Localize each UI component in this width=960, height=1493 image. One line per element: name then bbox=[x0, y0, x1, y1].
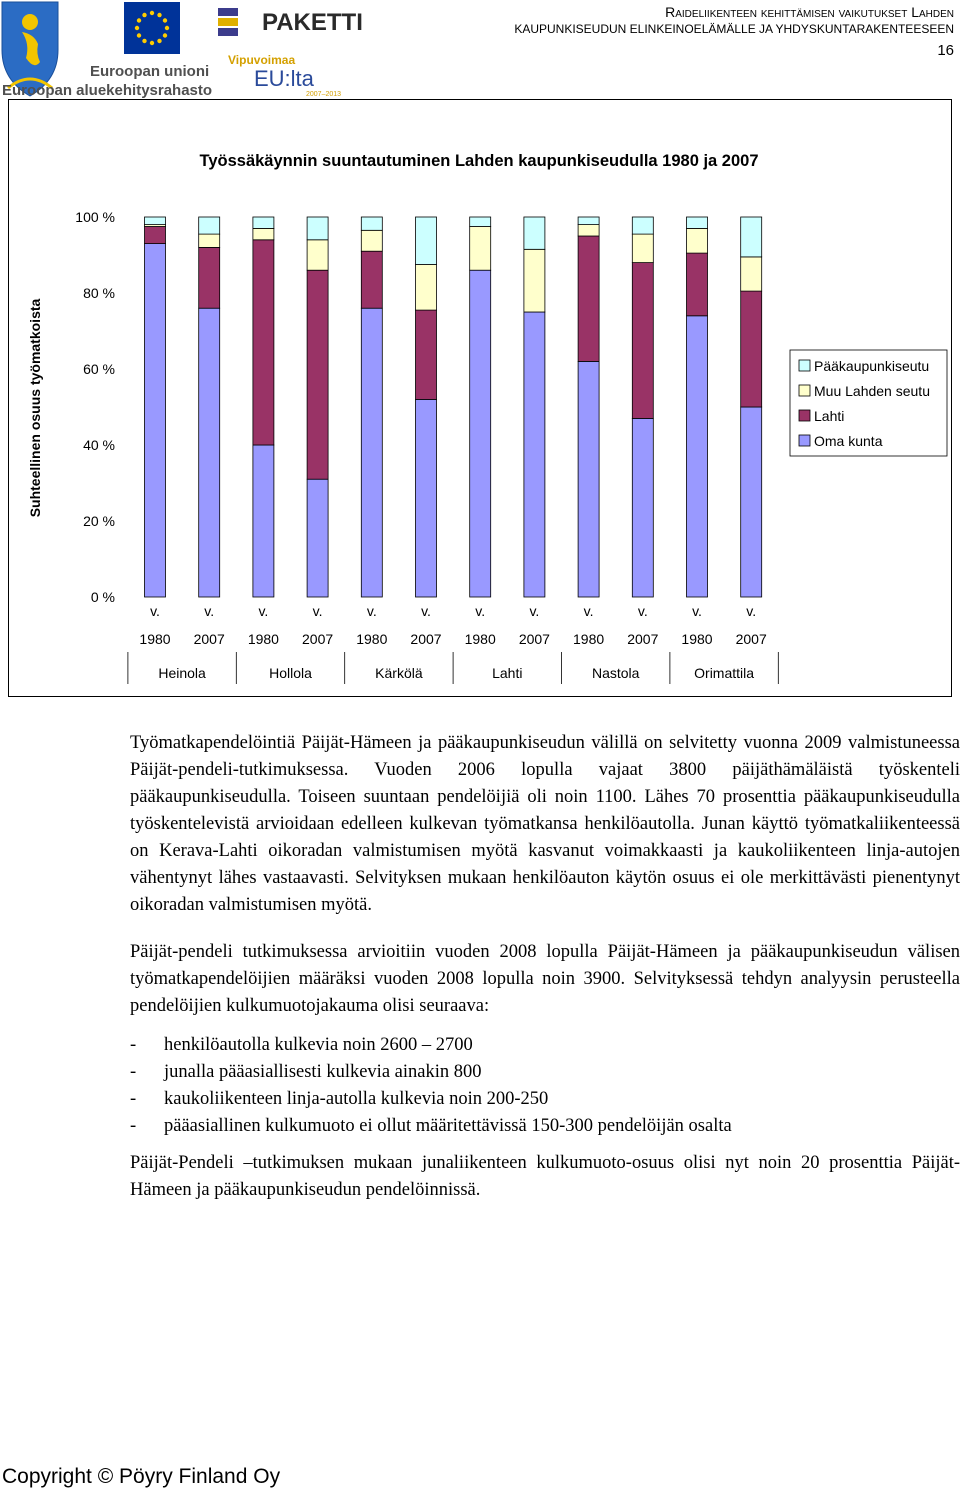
bar-segment bbox=[416, 399, 437, 597]
bar-segment bbox=[578, 236, 599, 361]
bar-segment bbox=[361, 217, 382, 230]
paragraph-2: Päijät-pendeli tutkimuksessa arvioitiin vuoden 2008 lopulla Päijät-Hämeen ja pääkaupunkiseudun välisen työmatkapendelöijien määräksi vuoden 2008 lopulla noin 3900. Selvityksessä tehdyn analyysin perusteella pendelöijien kulkumuotojakauma olisi seuraava: bbox=[130, 942, 960, 1016]
x-tick-label: 1980 bbox=[139, 631, 171, 647]
eu-star bbox=[157, 13, 161, 17]
paketti-logo-icon bbox=[218, 8, 238, 36]
x-tick-label: 1980 bbox=[573, 631, 605, 647]
eu-flag-icon bbox=[124, 2, 180, 54]
page-header bbox=[514, 4, 954, 59]
bar-segment bbox=[253, 240, 274, 445]
group-label: Hollola bbox=[269, 665, 312, 681]
eu-star bbox=[137, 18, 141, 22]
y-axis-label: Suhteellinen osuus työmatkoista bbox=[27, 298, 43, 518]
mode-share-list bbox=[130, 1032, 960, 1140]
paragraph-3: Päijät-Pendeli –tutkimuksen mukaan junaliikenteen kulkumuoto-osuus olisi nyt noin 20 prosenttia Päijät-Hämeen ja pääkaupunkiseudun pendelöinnissä. bbox=[130, 1153, 960, 1200]
y-tick-label: 80 % bbox=[83, 285, 115, 301]
bar-segment bbox=[687, 316, 708, 597]
chart-frame bbox=[8, 99, 952, 697]
bar-segment bbox=[416, 265, 437, 311]
bar-segment bbox=[470, 217, 491, 227]
list-dash: - bbox=[130, 1035, 137, 1055]
group-label: Orimattila bbox=[694, 665, 755, 681]
legend-label: Pääkaupunkiseutu bbox=[814, 358, 930, 374]
copyright-footer: Copyright © Pöyry Finland Oy bbox=[2, 1465, 281, 1488]
bar-segment bbox=[524, 312, 545, 597]
x-tick-label: 1980 bbox=[356, 631, 388, 647]
x-tick-label: v. bbox=[692, 603, 702, 619]
x-tick-label: v. bbox=[421, 603, 431, 619]
bar-segment bbox=[307, 217, 328, 240]
bar-segment bbox=[687, 228, 708, 253]
bar-segment bbox=[470, 227, 491, 271]
eulta-years: 2007–2013 bbox=[306, 91, 342, 98]
bar-segment bbox=[416, 217, 437, 265]
x-tick-label: v. bbox=[529, 603, 540, 619]
x-tick-label: v. bbox=[746, 603, 757, 619]
x-tick-label: v. bbox=[366, 603, 377, 619]
bar-segment bbox=[253, 217, 274, 228]
header-line2: KAUPUNKISEUDUN ELINKEINOELÄMÄLLE JA YHDYSKUNTARAKENTEESEEN bbox=[514, 22, 954, 36]
legend-swatch bbox=[799, 385, 810, 396]
bar-segment bbox=[199, 308, 220, 597]
bar-segment bbox=[524, 217, 545, 249]
bar-segment bbox=[199, 217, 220, 234]
group-label: Kärkölä bbox=[375, 665, 423, 681]
y-tick-label: 60 % bbox=[83, 361, 115, 377]
y-tick-label: 40 % bbox=[83, 437, 115, 453]
stacked-bar-chart bbox=[9, 100, 951, 696]
x-tick-label: v. bbox=[258, 603, 269, 619]
x-tick-label: 2007 bbox=[193, 631, 225, 647]
bar-segment bbox=[578, 217, 599, 225]
x-tick-label: v. bbox=[312, 603, 323, 619]
bar-segment bbox=[687, 253, 708, 316]
eu-logo-line1: Euroopan unioni bbox=[90, 63, 210, 80]
legend-swatch bbox=[799, 360, 810, 371]
bar-segment bbox=[632, 217, 653, 234]
x-tick-label: v. bbox=[475, 603, 486, 619]
bar-segment bbox=[687, 217, 708, 228]
bar-segment bbox=[632, 234, 653, 263]
bar-segment bbox=[361, 230, 382, 251]
bar-segment bbox=[145, 227, 166, 244]
bar-segment bbox=[524, 249, 545, 312]
eu-star bbox=[150, 11, 154, 15]
bar-segment bbox=[307, 240, 328, 270]
eu-star bbox=[150, 41, 154, 45]
list-item: - henkilöautolla kulkevia noin 2600 – 2700 bbox=[130, 1032, 960, 1059]
group-label: Lahti bbox=[492, 665, 523, 681]
list-item: - pääasiallinen kulkumuoto ei ollut määritettävissä 150-300 pendelöijän osalta bbox=[130, 1113, 960, 1140]
x-tick-label: v. bbox=[150, 603, 160, 619]
eu-star bbox=[157, 39, 161, 43]
bar-segment bbox=[361, 308, 382, 597]
bar-segment bbox=[470, 270, 491, 597]
bar-segment bbox=[253, 445, 274, 597]
paketti-logo: PAKETTI bbox=[262, 9, 363, 36]
eu-logo-line2: Euroopan aluekehitysrahasto bbox=[2, 82, 213, 99]
y-tick-label: 20 % bbox=[83, 513, 115, 529]
x-tick-label: 2007 bbox=[410, 631, 442, 647]
list-item: - kaukoliikenteen linja-autolla kulkevia noin 200-250 bbox=[130, 1086, 960, 1113]
eulta-logo: EU:lta bbox=[254, 66, 314, 91]
x-tick-label: v. bbox=[583, 603, 594, 619]
logo-strip bbox=[0, 0, 420, 100]
bar-segment bbox=[741, 217, 762, 257]
x-tick-label: v. bbox=[204, 603, 215, 619]
vipuvoimaa-logo: Vipuvoimaa bbox=[228, 53, 296, 67]
bar-segment bbox=[741, 291, 762, 407]
group-label: Heinola bbox=[158, 665, 206, 681]
x-tick-label: 1980 bbox=[681, 631, 713, 647]
eu-star bbox=[135, 26, 139, 30]
bar-segment bbox=[145, 244, 166, 597]
x-tick-label: 2007 bbox=[627, 631, 659, 647]
bar-segment bbox=[307, 479, 328, 597]
eu-star bbox=[163, 33, 167, 37]
legend-label: Lahti bbox=[814, 408, 845, 424]
chart-title: Työssäkäynnin suuntautuminen Lahden kaupunkiseudulla 1980 ja 2007 bbox=[199, 152, 759, 170]
eu-star bbox=[163, 18, 167, 22]
x-tick-label: 2007 bbox=[302, 631, 334, 647]
bar-segment bbox=[632, 263, 653, 419]
bar-segment bbox=[741, 257, 762, 291]
chart-legend bbox=[790, 350, 947, 456]
x-tick-label: 2007 bbox=[518, 631, 550, 647]
page-number: 16 bbox=[937, 42, 954, 59]
y-tick-label: 100 % bbox=[75, 209, 115, 225]
eu-star bbox=[142, 13, 146, 17]
legend-swatch bbox=[799, 410, 810, 421]
eu-star bbox=[142, 39, 146, 43]
x-tick-label: 2007 bbox=[735, 631, 767, 647]
bar-segment bbox=[199, 234, 220, 247]
bar-segment bbox=[578, 361, 599, 597]
bar-segment bbox=[253, 228, 274, 239]
eu-star bbox=[137, 33, 141, 37]
bar-segment bbox=[416, 310, 437, 399]
list-dash: - bbox=[130, 1116, 137, 1136]
header-line1: Raideliikenteen kehittämisen vaikutukset Lahden bbox=[665, 4, 954, 20]
list-dash: - bbox=[130, 1062, 137, 1082]
eu-star bbox=[165, 26, 169, 30]
bar-segment bbox=[741, 407, 762, 597]
x-tick-label: v. bbox=[637, 603, 648, 619]
bar-segment bbox=[361, 251, 382, 308]
x-tick-label: 1980 bbox=[464, 631, 496, 647]
body-text bbox=[130, 730, 960, 1224]
legend-label: Muu Lahden seutu bbox=[814, 383, 930, 399]
legend-label: Oma kunta bbox=[814, 433, 883, 449]
bar-segment bbox=[307, 270, 328, 479]
bar-segment bbox=[632, 418, 653, 597]
list-dash: - bbox=[130, 1089, 137, 1109]
x-tick-label: 1980 bbox=[247, 631, 279, 647]
bar-segment bbox=[578, 225, 599, 236]
group-label: Nastola bbox=[591, 665, 640, 681]
bar-segment bbox=[199, 247, 220, 308]
paragraph-1: Työmatkapendelöintiä Päijät-Hämeen ja pääkaupunkiseudun välillä on selvitetty vuonna 2009 valmistuneessa Päijät-pendeli-tutkimuksessa. Vuoden 2006 lopulla vajaat 3800 päijäthämäläistä työskenteli pääkaupunkiseudulla. Toiseen suuntaan pendelöijiä oli noin 1100. Lähes 70 prosenttia pääkaupunkiseudulla työskentelevistä arvioidaan edelleen kulkevan työmatkansa henkilöautolla. Junan käyttö työmatkaliikenteessä on Kerava-Lahti oikoradan valmistumisen myötä kasvanut voimakkaasti ja kaukoliikenteen linja-autojen vähentynyt lähes vastaavasti. Selvityksen mukaan henkilöauton käytön osuus ei ole merkittävästi pienentynyt oikoradan valmistumisen myötä. bbox=[130, 733, 960, 915]
y-tick-label: 0 % bbox=[90, 589, 115, 605]
legend-swatch bbox=[799, 435, 810, 446]
bar-segment bbox=[145, 217, 166, 225]
list-item: - junalla pääasiallisesti kulkevia ainakin 800 bbox=[130, 1059, 960, 1086]
